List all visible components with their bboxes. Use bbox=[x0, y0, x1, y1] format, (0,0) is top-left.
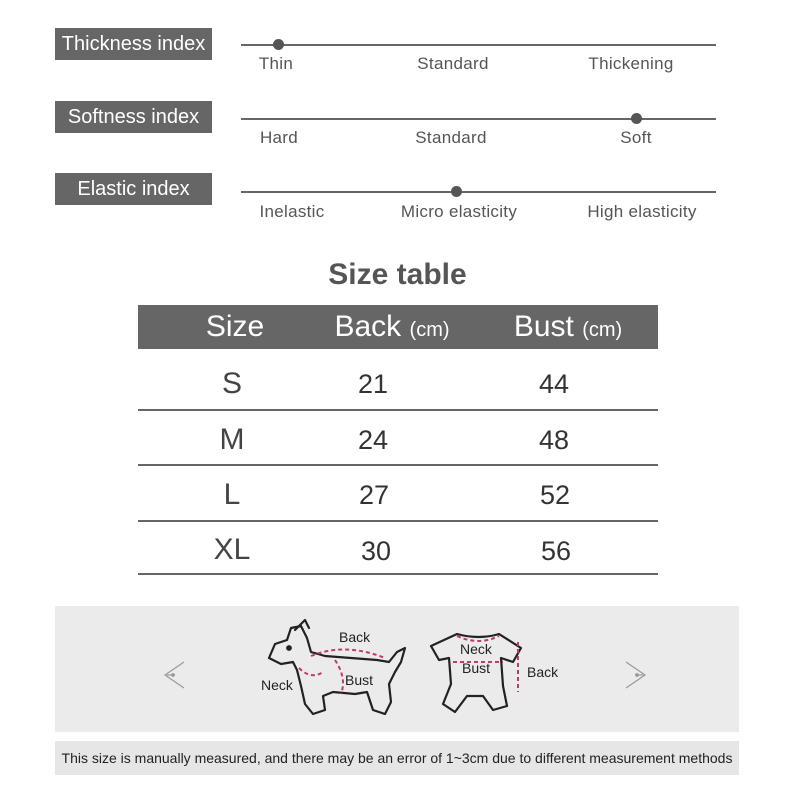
thickness-scale-marker bbox=[273, 39, 284, 50]
shirt-back-label: Back bbox=[527, 664, 559, 680]
dog-bust-label: Bust bbox=[345, 672, 374, 688]
table-cell-size: XL bbox=[213, 533, 251, 566]
elastic-option-high: High elasticity bbox=[587, 202, 697, 221]
table-cell-bust: 56 bbox=[540, 536, 572, 566]
dog-neck-label: Neck bbox=[261, 677, 293, 693]
table-cell-bust: 48 bbox=[538, 425, 570, 455]
elastic-scale-line bbox=[241, 191, 716, 193]
elastic-index-label: Elastic index bbox=[55, 173, 212, 205]
thickness-option-standard: Standard bbox=[417, 54, 489, 73]
measurement-note: This size is manually measured, and there may be an error of 1~3cm due to different measurement methods bbox=[55, 741, 739, 775]
header-size: Size bbox=[205, 310, 265, 343]
elastic-option-micro: Micro elasticity bbox=[400, 202, 518, 221]
elastic-option-inelastic: Inelastic bbox=[259, 202, 325, 221]
shirt-bust-label: Bust bbox=[462, 660, 491, 676]
table-cell-size: S bbox=[221, 367, 243, 400]
dog-measurement-illustration bbox=[269, 620, 405, 714]
softness-index-label: Softness index bbox=[55, 101, 212, 133]
table-cell-back: 21 bbox=[357, 369, 389, 399]
softness-scale-line bbox=[241, 118, 716, 120]
header-bust: Bust (cm) bbox=[513, 310, 623, 343]
table-cell-size: L bbox=[223, 478, 241, 511]
table-cell-back: 27 bbox=[358, 480, 390, 510]
softness-scale-marker bbox=[631, 113, 642, 124]
elastic-scale-marker bbox=[451, 186, 462, 197]
shirt-neck-label: Neck bbox=[460, 641, 492, 657]
thickness-option-thickening: Thickening bbox=[588, 54, 674, 73]
chevron-right-icon[interactable] bbox=[626, 662, 645, 688]
table-row-divider bbox=[138, 409, 658, 411]
table-cell-back: 30 bbox=[360, 536, 392, 566]
table-row-divider bbox=[138, 573, 658, 575]
thickness-option-thin: Thin bbox=[258, 54, 294, 73]
table-cell-back: 24 bbox=[357, 425, 389, 455]
softness-option-hard: Hard bbox=[259, 128, 299, 147]
table-cell-bust: 52 bbox=[539, 480, 571, 510]
header-back: Back (cm) bbox=[334, 310, 450, 343]
measurement-guide bbox=[55, 606, 739, 732]
thickness-index-label: Thickness index bbox=[55, 28, 212, 60]
softness-option-standard: Standard bbox=[415, 128, 487, 147]
softness-option-soft: Soft bbox=[620, 128, 652, 147]
table-cell-size: M bbox=[219, 423, 245, 456]
size-table-title: Size table bbox=[328, 258, 467, 291]
chevron-left-icon[interactable] bbox=[165, 662, 184, 688]
table-row-divider bbox=[138, 464, 658, 466]
dog-back-label: Back bbox=[339, 629, 371, 645]
thickness-scale-line bbox=[241, 44, 716, 46]
table-cell-bust: 44 bbox=[538, 369, 570, 399]
table-row-divider bbox=[138, 520, 658, 522]
size-table-header bbox=[138, 305, 658, 349]
